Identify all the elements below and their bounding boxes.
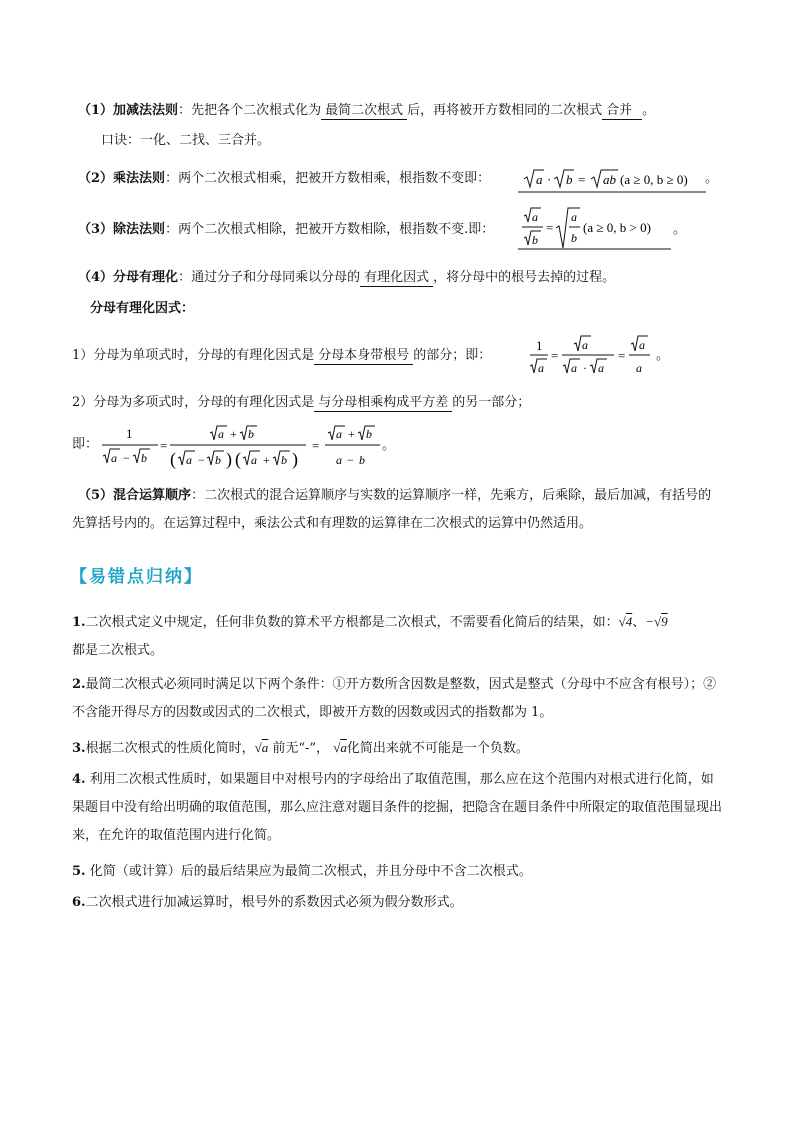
formula-division	[516, 204, 676, 252]
svg-text:a: a	[186, 453, 192, 467]
rule-div-num: （3）	[78, 222, 114, 237]
rule-rational	[78, 268, 615, 288]
pitfall-5-text: 化简（或计算）后的最后结果应为最简二次根式，并且分母中不含二次根式。	[85, 864, 532, 879]
pitfall-2-num: 2.	[72, 677, 86, 692]
mul-condition: (a ≥ 0, b ≥ 0)	[620, 172, 688, 187]
svg-text:a: a	[251, 453, 257, 467]
pitfall-1-text: 二次根式定义中规定，任何非负数的算术平方根都是二次根式，不需要看化简后的结果，如：	[85, 615, 619, 630]
formula-case2	[100, 418, 400, 474]
svg-text:b: b	[215, 453, 221, 467]
svg-text:a: a	[639, 338, 645, 352]
pitfall-1	[72, 608, 722, 665]
svg-text:1: 1	[126, 426, 133, 441]
svg-text:=: =	[551, 348, 559, 363]
pitfall-1-ex1: √4	[618, 614, 633, 629]
rule-rational-text2: ，将分母中的根号去掉的过程。	[433, 270, 616, 285]
section-heading: 【易错点归纳】	[70, 567, 203, 587]
svg-text:+: +	[263, 453, 270, 467]
svg-text:b: b	[281, 453, 287, 467]
pitfall-1-num: 1.	[72, 615, 86, 630]
svg-text:b: b	[566, 172, 573, 187]
pitfall-3-sqrt-a-2: √a	[333, 740, 347, 755]
pitfall-6-text: 二次根式进行加减运算时，根号外的系数因式必须为假分数形式。	[85, 895, 463, 910]
svg-text:b: b	[571, 231, 577, 245]
case2-text2: 的另一部分；	[452, 395, 531, 410]
pitfall-2	[72, 671, 722, 727]
case2-prefix: 即：	[72, 437, 99, 452]
rule-div	[78, 220, 494, 240]
svg-text:ab: ab	[603, 172, 616, 187]
svg-text:b: b	[532, 233, 538, 247]
rule-add-title: 加减法法则	[113, 103, 179, 118]
svg-text:(: (	[235, 449, 241, 469]
rule-add-num: （1）	[78, 103, 114, 118]
rule-mul-title: 乘法法则	[113, 171, 166, 186]
case2-blank: 与分母相乘构成平方差	[314, 395, 452, 412]
svg-text:b: b	[366, 427, 372, 441]
pitfall-3-sqrt-a-1: √a	[254, 740, 269, 755]
pitfall-5-num: 5.	[72, 864, 86, 879]
rule-add-text1: 先把各个二次根式化为	[191, 103, 322, 118]
svg-text:a: a	[636, 361, 642, 375]
svg-text:a: a	[598, 361, 604, 375]
svg-text:a: a	[336, 453, 342, 467]
svg-text:−: −	[198, 453, 205, 467]
svg-text:a: a	[111, 451, 117, 465]
rule-add-end: 。	[642, 103, 656, 118]
case2-end: 。	[382, 438, 396, 453]
svg-text:=: =	[546, 220, 554, 235]
pitfall-4-num: 4.	[72, 772, 86, 787]
case1-blank: 分母本身带根号	[314, 348, 413, 365]
pitfall-6-num: 6.	[72, 895, 86, 910]
svg-text:−: −	[123, 451, 130, 465]
rule-add-text2: 后，再将被开方数相同的二次根式	[407, 103, 603, 118]
svg-text:−: −	[347, 453, 354, 467]
svg-text:): )	[226, 449, 232, 469]
svg-text:1: 1	[536, 338, 543, 353]
rule-add-blank2: 合并	[602, 103, 642, 120]
case2-text1: 2）分母为多项式时，分母的有理化因式是	[72, 395, 315, 410]
svg-text:): )	[292, 449, 298, 469]
svg-text:·: ·	[547, 172, 552, 187]
rule-add-colon: ：	[178, 103, 192, 118]
svg-text:a: a	[218, 427, 224, 441]
rule-rational-text1: ：通过分子和分母同乘以分母的	[178, 270, 361, 285]
case1-text1: 1）分母为单项式时，分母的有理化因式是	[72, 348, 315, 363]
svg-text:a: a	[536, 172, 543, 187]
rule-mixed-title: 混合运算顺序	[113, 488, 192, 503]
svg-text:b: b	[141, 451, 147, 465]
svg-text:a: a	[336, 427, 342, 441]
svg-text:a: a	[571, 210, 577, 224]
formula-multiplication	[514, 162, 714, 196]
pitfall-3-num: 3.	[72, 741, 86, 756]
svg-text:=: =	[618, 348, 626, 363]
case1-end: 。	[656, 348, 670, 363]
mnemonic: 口诀：一化、二找、三合并。	[101, 133, 271, 148]
pitfall-4-text: 利用二次根式性质时，如果题目中对根号内的字母给出了取值范围，那么应在这个范围内对根式进行化简，如果题目中没有给出明确的取值范围，那么应注意对题目条件的挖掘，把隐含在题目条件中所限定的取值范围显现出来，在允许的取值范围内进行化简。	[72, 772, 723, 843]
svg-text:a: a	[571, 361, 577, 375]
pitfall-1-ex2: −√9	[645, 614, 668, 629]
rule-mixed-text: ：二次根式的混合运算顺序与实数的运算顺序一样，先乘方，后乘除，最后加减，有括号的先算括号内的。在运算过程中，乘法公式和有理数的运算律在二次根式的运算中仍然适用。	[72, 488, 712, 531]
pitfall-4	[72, 766, 722, 850]
factor-title: 分母有理化因式：	[90, 301, 195, 316]
rule-mixed	[72, 482, 724, 538]
pitfall-5	[72, 858, 722, 886]
svg-text:+: +	[348, 427, 355, 441]
pitfall-3-text3: 化简出来就不可能是一个负数。	[346, 741, 529, 756]
pitfall-1-sep: 、	[632, 615, 646, 630]
rule-mul-text: ：两个二次根式相乘，把被开方数相乘，根指数不变即：	[165, 171, 491, 186]
formula-case1	[526, 333, 666, 379]
rule-add-blank1: 最简二次根式	[321, 103, 407, 120]
svg-text:=: =	[312, 438, 320, 453]
rule-rational-title: 分母有理化	[113, 270, 179, 285]
svg-text:a: a	[538, 361, 544, 375]
svg-text:b: b	[248, 427, 254, 441]
pitfall-3-text2: 前无“-”，	[272, 741, 330, 756]
svg-text:+: +	[230, 427, 237, 441]
svg-text:·: ·	[583, 361, 587, 375]
rule-mul-end: 。	[705, 171, 719, 186]
div-condition: (a ≥ 0, b > 0)	[583, 220, 651, 235]
svg-text:=: =	[160, 438, 168, 453]
rule-mixed-num: （5）	[78, 488, 114, 503]
rule-rational-blank: 有理化因式	[360, 270, 433, 287]
pitfall-2-text: 最简二次根式必须同时满足以下两个条件：①开方数所含因数是整数，因式是整式（分母中不应含有根号）；②不含能开得尽方的因数或因式的二次根式，即被开方数的因数或因式的指数都为 1。	[72, 677, 717, 720]
rule-div-end: 。	[673, 222, 687, 237]
rule-div-title: 除法法则	[113, 222, 166, 237]
svg-text:b: b	[359, 453, 365, 467]
svg-text:a: a	[582, 338, 588, 352]
rule-rational-num: （4）	[78, 270, 114, 285]
svg-text:a: a	[532, 210, 538, 224]
case2	[72, 393, 530, 413]
rule-mul	[78, 169, 490, 189]
pitfall-3	[72, 734, 722, 763]
svg-text:=: =	[578, 172, 586, 187]
rule-div-text: ：两个二次根式相除，把被开方数相除，根指数不变.即：	[165, 222, 495, 237]
pitfall-6	[72, 889, 722, 917]
pitfall-3-text1: 根据二次根式的性质化简时，	[85, 741, 255, 756]
case1	[72, 346, 491, 366]
svg-text:(: (	[170, 449, 176, 469]
rule-mul-num: （2）	[78, 171, 114, 186]
case1-text2: 的部分；即：	[413, 348, 492, 363]
rule-add	[78, 101, 655, 121]
pitfall-1-tail: 都是二次根式。	[72, 643, 164, 658]
